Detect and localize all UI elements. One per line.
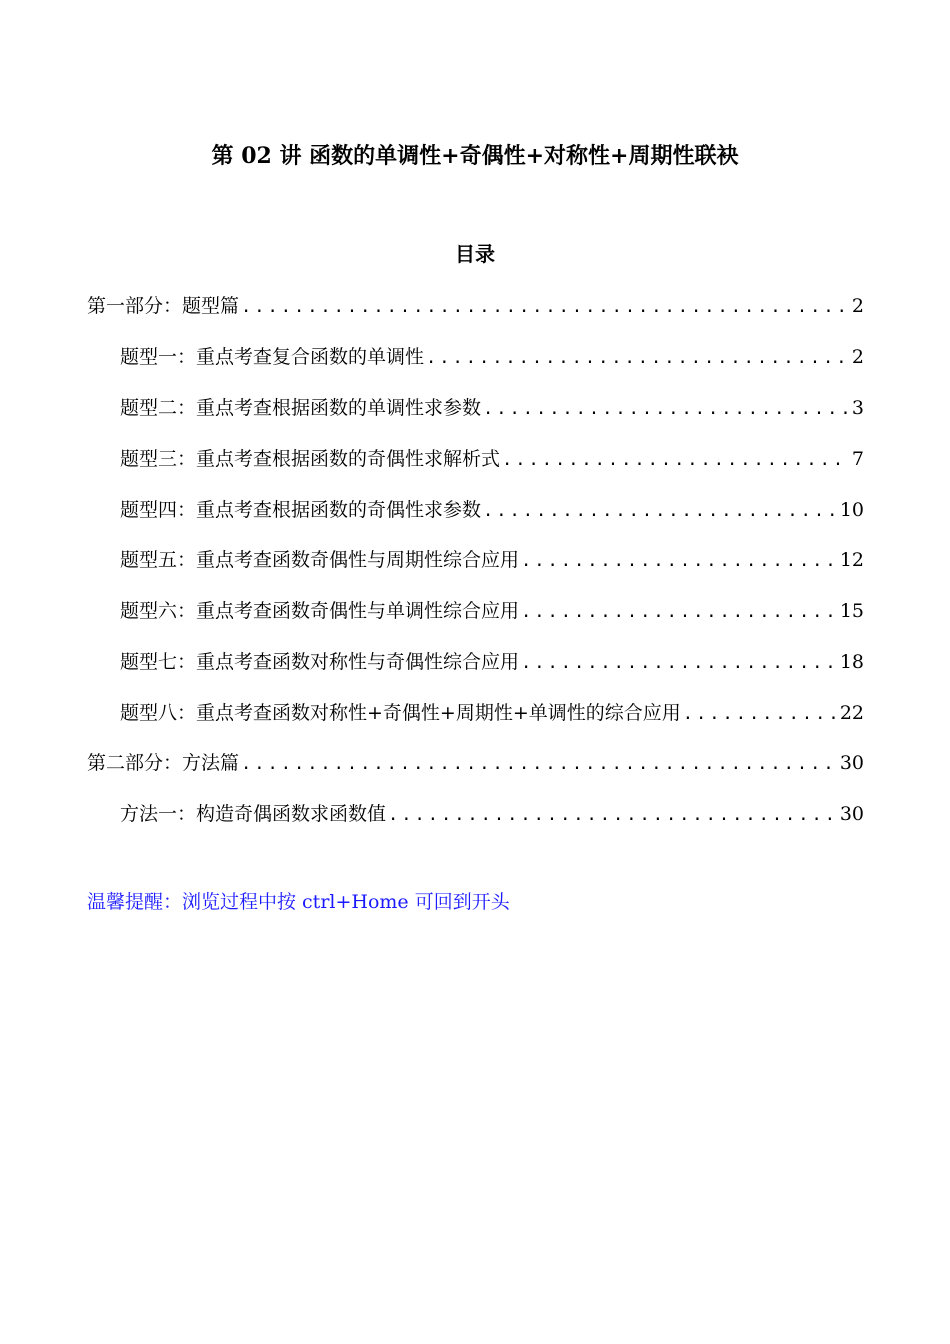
document-title: 第 02 讲 函数的单调性+奇偶性+对称性+周期性联袂 <box>211 143 739 169</box>
toc-entry-type-5[interactable] <box>120 543 864 577</box>
toc-dot-leader <box>483 494 838 528</box>
toc-page-number: 30 <box>839 752 864 774</box>
toc-page-number: 12 <box>839 549 864 571</box>
toc-page-number: 30 <box>839 803 864 825</box>
toc-entry-label: 题型一：重点考查复合函数的单调性 <box>120 346 425 368</box>
toc-entry-label: 题型八：重点考查函数对称性+奇偶性+周期性+单调性的综合应用 <box>120 702 681 724</box>
toc-entry-type-7[interactable] <box>120 645 864 679</box>
toc-entry-type-4[interactable] <box>120 493 864 527</box>
toc-page-number: 10 <box>839 499 864 521</box>
toc-page-number: 15 <box>839 600 864 622</box>
navigation-reminder: 温馨提醒：浏览过程中按 ctrl+Home 可回到开头 <box>87 891 510 913</box>
toc-dot-leader <box>683 697 838 731</box>
toc-dot-leader <box>241 290 850 324</box>
toc-entry-type-6[interactable] <box>120 594 864 628</box>
toc-entry-label: 题型二：重点考查根据函数的单调性求参数 <box>120 397 482 419</box>
toc-dot-leader <box>241 747 838 781</box>
toc-page-number: 22 <box>839 702 864 724</box>
toc-heading: 目录 <box>455 242 495 266</box>
toc-dot-leader <box>483 392 850 426</box>
toc-entry-type-3[interactable] <box>120 442 864 476</box>
toc-dot-leader <box>426 341 850 375</box>
toc-entry-label: 第一部分：题型篇 <box>87 295 240 317</box>
toc-entry-type-1[interactable] <box>120 340 864 374</box>
toc-entry-method-1[interactable] <box>120 797 864 831</box>
toc-entry-type-2[interactable] <box>120 391 864 425</box>
toc-page-number: 2 <box>851 346 864 368</box>
toc-entry-label: 第二部分：方法篇 <box>87 752 240 774</box>
toc-dot-leader <box>502 443 850 477</box>
toc-entry-label: 方法一：构造奇偶函数求函数值 <box>120 803 387 825</box>
toc-page-number: 18 <box>839 651 864 673</box>
toc-dot-leader <box>521 646 838 680</box>
toc-page-number: 7 <box>851 448 864 470</box>
toc-dot-leader <box>521 544 838 578</box>
toc-entry-label: 题型六：重点考查函数奇偶性与单调性综合应用 <box>120 600 520 622</box>
toc-entry-part-1[interactable] <box>87 289 864 323</box>
toc-entry-type-8[interactable] <box>120 696 864 730</box>
toc-page-number: 2 <box>851 295 864 317</box>
toc-dot-leader <box>521 595 838 629</box>
toc-entry-label: 题型七：重点考查函数对称性与奇偶性综合应用 <box>120 651 520 673</box>
toc-entry-label: 题型五：重点考查函数奇偶性与周期性综合应用 <box>120 549 520 571</box>
toc-entry-part-2[interactable] <box>87 746 864 780</box>
toc-entry-label: 题型四：重点考查根据函数的奇偶性求参数 <box>120 499 482 521</box>
toc-dot-leader <box>388 798 838 832</box>
toc-entry-label: 题型三：重点考查根据函数的奇偶性求解析式 <box>120 448 501 470</box>
toc-page-number: 3 <box>851 397 864 419</box>
